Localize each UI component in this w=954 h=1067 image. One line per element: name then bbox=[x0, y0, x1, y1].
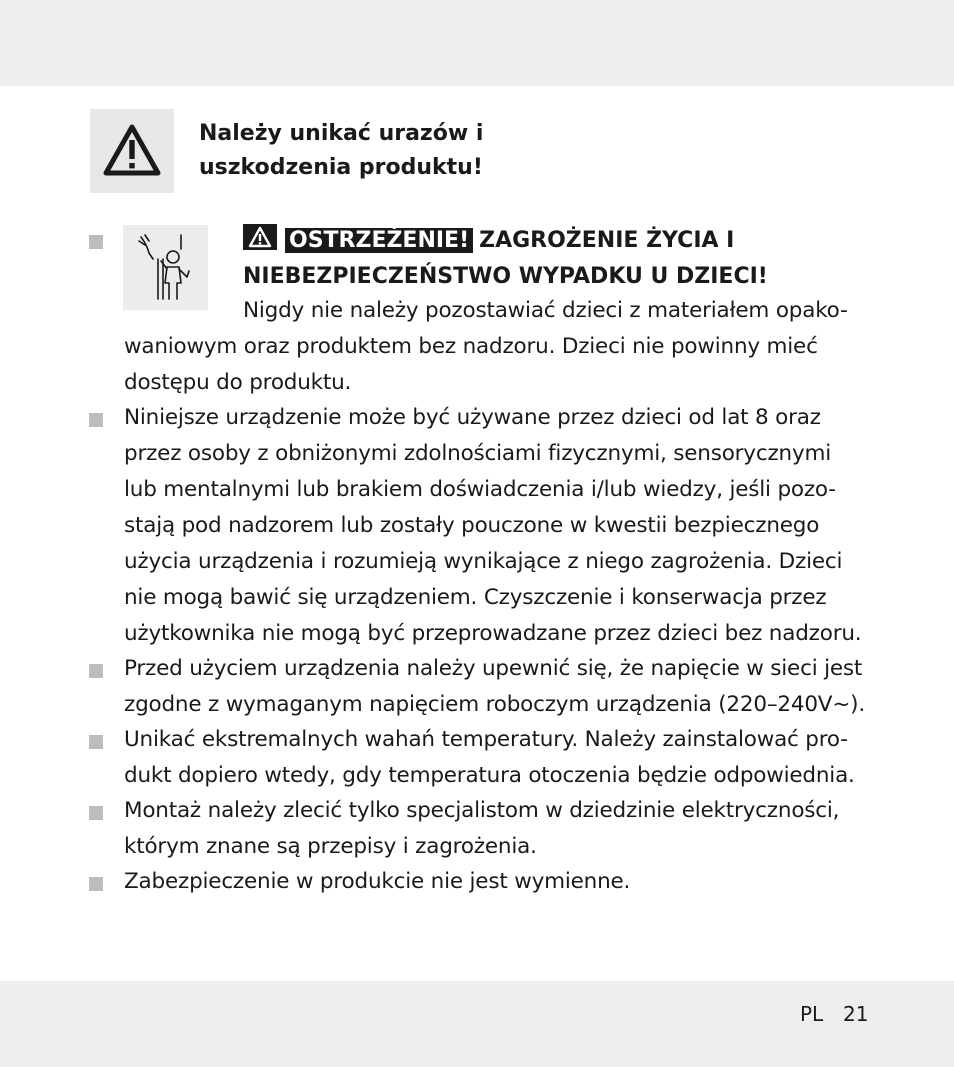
item-2-line-5: użycia urządzenia i rozumieją wynikające z niego zagrożenia. Dzieci bbox=[124, 549, 843, 574]
child-warning-pictogram bbox=[123, 225, 208, 310]
small-warning-sign bbox=[243, 224, 277, 250]
bullet-marker bbox=[89, 413, 103, 427]
bullet-marker bbox=[89, 877, 103, 891]
section-title-line1: Należy unikać urazów i bbox=[199, 121, 484, 146]
item-5-line-2: którym znane są przepisy i zagrożenia. bbox=[124, 834, 537, 859]
child-in-window-icon bbox=[133, 231, 199, 303]
section-title bbox=[199, 117, 619, 185]
item-2-line-2: przez osoby z obniżonymi zdolnościami fizycznymi, sensorycznymi bbox=[124, 441, 831, 466]
warning-triangle-icon bbox=[102, 123, 162, 177]
header-band bbox=[0, 0, 954, 86]
item-3-line-2: zgodne z wymaganym napięciem roboczym urządzenia (220–240V~). bbox=[124, 692, 865, 717]
item-3-line-1: Przed użyciem urządzenia należy upewnić się, że napięcie w sieci jest bbox=[124, 656, 863, 681]
item-4-line-2: dukt dopiero wtedy, gdy temperatura otoczenia będzie odpowiednia. bbox=[124, 763, 855, 788]
bullet-marker bbox=[89, 735, 103, 749]
footer-language: PL bbox=[800, 1002, 824, 1026]
item-1-line-2: waniowym oraz produktem bez nadzoru. Dzieci nie powinny mieć bbox=[124, 334, 818, 359]
warning-sign-box bbox=[90, 109, 174, 193]
item-2-line-3: lub mentalnymi lub brakiem doświadczenia i/lub wiedzy, jeśli pozo- bbox=[124, 477, 836, 502]
item-4-line-1: Unikać ekstremalnych wahań temperatury. Należy zainstalować pro- bbox=[124, 727, 848, 752]
warning-heading-line1: ZAGROŻENIE ŻYCIA I bbox=[479, 228, 735, 253]
page-number: 21 bbox=[843, 1002, 869, 1026]
item-6-line-1: Zabezpieczenie w produkcie nie jest wymienne. bbox=[124, 869, 631, 894]
warning-heading-line2: NIEBEZPIECZEŃSTWO WYPADKU U DZIECI! bbox=[243, 264, 768, 289]
warning-label: OSTRZEŻENIE! bbox=[285, 228, 473, 253]
item-2-line-1: Niniejsze urządzenie może być używane przez dzieci od lat 8 oraz bbox=[124, 405, 821, 430]
bullet-marker bbox=[89, 664, 103, 678]
bullet-marker bbox=[89, 235, 103, 249]
item-5-line-1: Montaż należy zlecić tylko specjalistom w dziedzinie elektryczności, bbox=[124, 798, 840, 823]
bullet-marker bbox=[89, 806, 103, 820]
item-1-line-1: Nigdy nie należy pozostawiać dzieci z materiałem opako- bbox=[243, 298, 848, 323]
item-2-line-6: nie mogą bawić się urządzeniem. Czyszczenie i konserwacja przez bbox=[124, 585, 827, 610]
warning-triangle-small-icon bbox=[248, 226, 272, 248]
warning-heading bbox=[243, 223, 903, 295]
section-title-line2: uszkodzenia produktu! bbox=[199, 155, 483, 180]
item-1-line-3: dostępu do produktu. bbox=[124, 370, 352, 395]
item-2-line-4: stają pod nadzorem lub zostały pouczone w kwestii bezpiecznego bbox=[124, 513, 820, 538]
item-2-line-7: użytkownika nie mogą być przeprowadzane przez dzieci bez nadzoru. bbox=[124, 621, 862, 646]
